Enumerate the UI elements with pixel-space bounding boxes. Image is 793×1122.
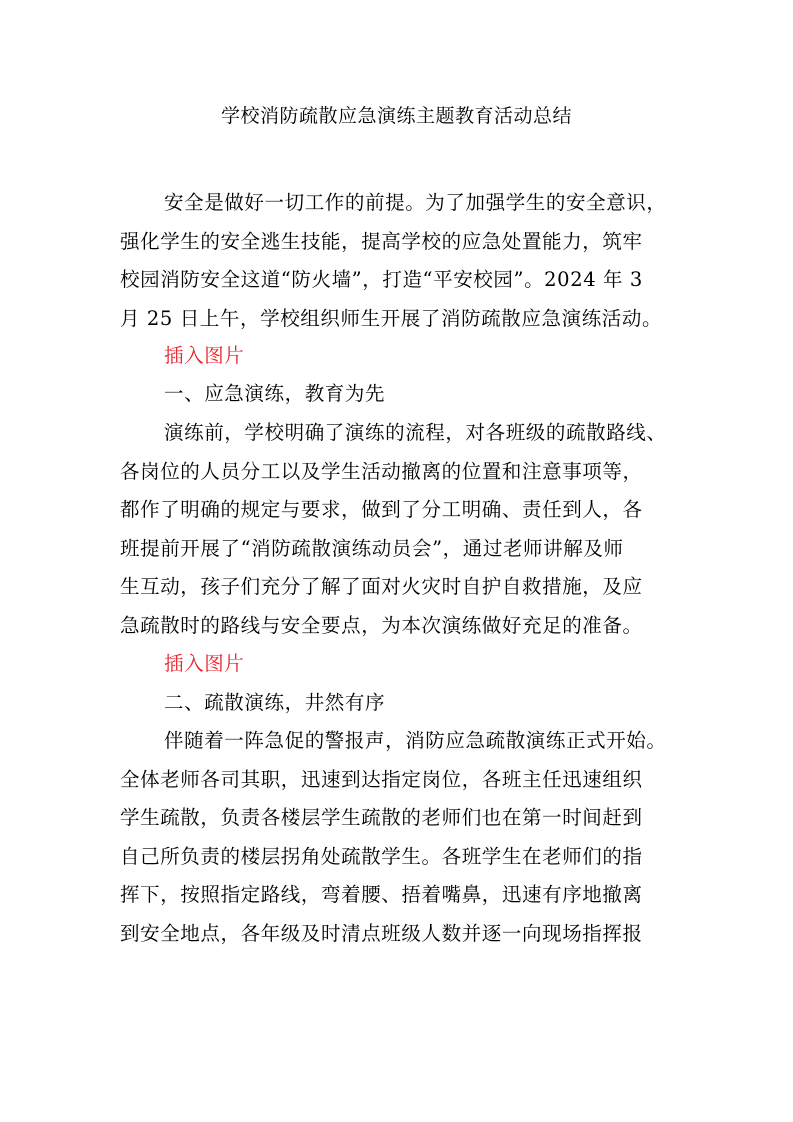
intro-line-1: 安全是做好一切工作的前提。为了加强学生的安全意识，	[164, 191, 667, 214]
section1-line-4: 班提前开展了“消防疏散演练动员会”，通过老师讲解及师	[120, 537, 624, 560]
section1-heading: 一、应急演练，教育为先	[164, 382, 386, 405]
intro-line-2: 强化学生的安全逃生技能，提高学校的应急处置能力，筑牢	[120, 230, 643, 253]
section2-line-5: 挥下，按照指定路线，弯着腰、捂着嘴鼻，迅速有序地撤离	[120, 883, 643, 906]
section2-line-6: 到安全地点，各年级及时清点班级人数并逐一向现场指挥报	[120, 922, 643, 945]
document-title: 学校消防疏散应急演练主题教育活动总结	[220, 105, 572, 127]
section1-line-3: 都作了明确的规定与要求，做到了分工明确、责任到人，各	[120, 498, 643, 521]
intro-line-3: 校园消防安全这道“防火墙”，打造“平安校园”。2024 年 3	[120, 268, 643, 291]
section2-line-2: 全体老师各司其职，迅速到达指定岗位，各班主任迅速组织	[120, 768, 643, 791]
section1-line-1: 演练前，学校明确了演练的流程，对各班级的疏散路线、	[164, 421, 667, 444]
section2-line-4: 自己所负责的楼层拐角处疏散学生。各班学生在老师们的指	[120, 845, 643, 868]
intro-line-4: 月 25 日上午，学校组织师生开展了消防疏散应急演练活动。	[120, 307, 663, 330]
section1-line-5: 生互动，孩子们充分了解了面对火灾时自护自救措施，及应	[120, 575, 643, 598]
section2-line-3: 学生疏散，负责各楼层学生疏散的老师们也在第一时间赶到	[120, 806, 643, 829]
section1-line-6: 急疏散时的路线与安全要点，为本次演练做好充足的准备。	[120, 614, 643, 637]
section1-line-2: 各岗位的人员分工以及学生活动撤离的位置和注意事项等，	[120, 460, 643, 483]
image-placeholder-2: 插入图片	[164, 652, 245, 675]
section2-line-1: 伴随着一阵急促的警报声，消防应急疏散演练正式开始。	[164, 729, 667, 752]
image-placeholder-1: 插入图片	[164, 344, 245, 367]
section2-heading: 二、疏散演练，井然有序	[164, 691, 386, 714]
